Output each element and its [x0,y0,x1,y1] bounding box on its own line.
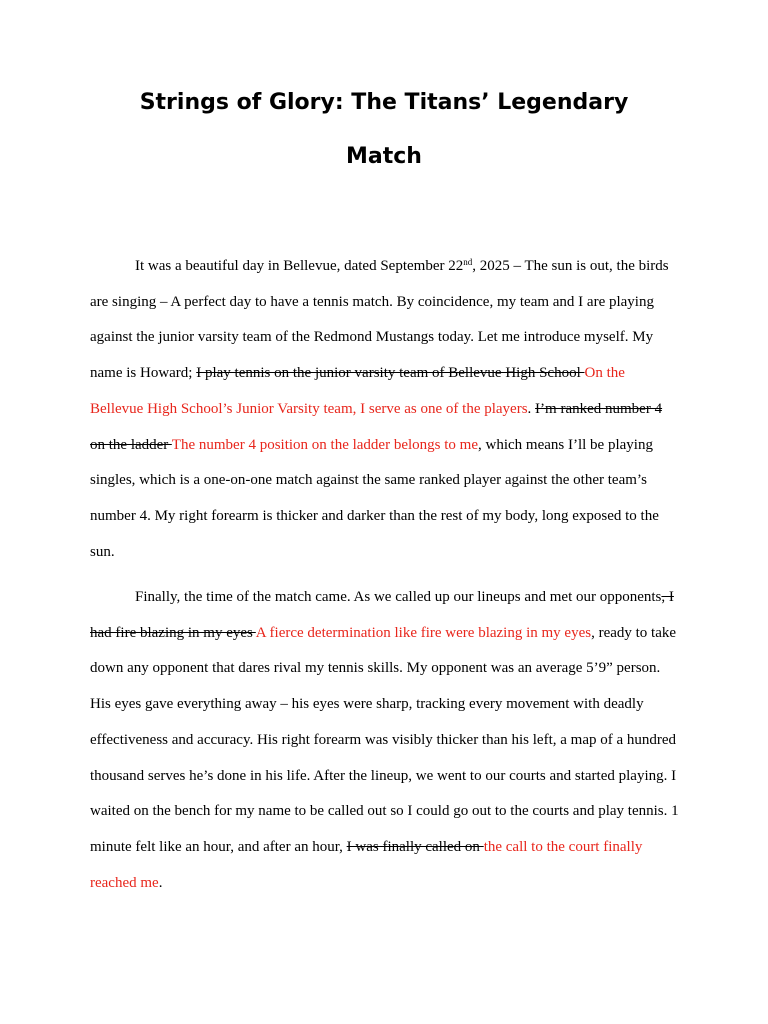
text-run: , 2025 – The sun is out, the birds are singing – A perfect day to have a tennis match. By coincidence, my team and I are playing against the junior varsity team of the Redmond Mustangs today. Let me introduce myself. My name is Howard; [90,258,669,382]
text-run: , ready to take down any opponent that dares rival my tennis skills. My opponent was an average 5’9” person. His eyes gave everything away – his eyes were sharp, tracking every movement with deadly effectiveness and accuracy. His right forearm was visibly thicker than his left, a map of a hundred thousand serves he’s done in his life. After the lineup, we went to our courts and started playing. I waited on the bench for my name to be called out so I could go out to the courts and play tennis. 1 minute felt like an hour, and after an hour, [90,624,679,855]
text-run: , which means I’ll be playing singles, which is a one-on-one match against the same ranked player against the other team’s number 4. My right forearm is thicker and darker than the rest of my body, long exposed to the sun. [90,436,659,560]
ordinal-suffix: nd [463,257,473,267]
tracked-insertion: A fierce determination like fire were blazing in my eyes [255,624,592,641]
tracked-deletion: , I had fire blazing in my eyes [90,589,674,641]
document-title: Strings of Glory: The Titans’ Legendary [139,90,629,115]
text-run: . [158,874,163,891]
text-run: . [527,400,536,417]
tracked-deletion: I play tennis on the junior varsity team of Bellevue High School [196,365,585,382]
text-run: Finally, the time of the match came. As we called up our lineups and met our opponents [135,589,662,605]
tracked-insertion: The number 4 position on the ladder belongs to me [171,436,478,453]
tracked-deletion: I was finally called on [346,838,484,855]
tracked-insertion: the call to the court finally reached me [90,838,643,891]
text-run: It was a beautiful day in Bellevue, dated September 22 [135,258,464,274]
paragraph-2 [90,580,680,901]
tracked-deletion: I’m ranked number 4 on the ladder [90,400,663,453]
paragraph-1 [90,249,680,570]
tracked-insertion: On the Bellevue High School’s Junior Varsity team, I serve as one of the players [90,365,625,417]
document-title-continued: Match [346,144,422,169]
